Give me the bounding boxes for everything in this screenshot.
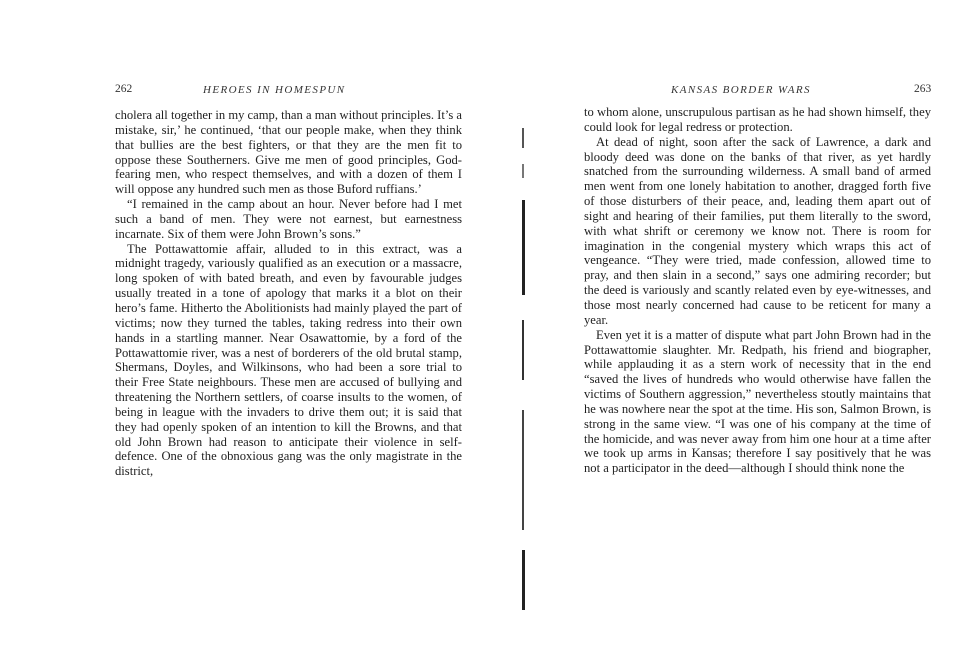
right-paragraph-2: At dead of night, soon after the sack of Lawrence, a dark and bloody deed was done on the banks of that river, as yet hardly snatched from the surrounding wilderness. A small band of armed men went from one lonely habitation to another, dragged forth five of those disturbers of their peace, and, leading them apart out of sight and hearing of their families, put them literally to the sword, with what shrift or ceremony we know not. There is room for imagination in the congenial mystery which wraps this act of vengeance. “They were tried, made confession, allowed time to pray, and then slain in a second,” says one admiring recorder; but the deed is variously and scantly related even by eye-witnesses, and those most nearly concerned had cause to be reticent for many a year. [584, 134, 931, 327]
right-paragraph-1: to whom alone, unscrupulous partisan as he had shown himself, they could look for legal redress or protection. [584, 105, 931, 134]
right-page-body [584, 105, 931, 476]
left-paragraph-2: “I remained in the camp about an hour. Never before had I met such a band of men. They were not earnest, but earnestness incarnate. Six of them were John Brown’s sons.” [115, 197, 462, 241]
left-running-head: HEROES IN HOMESPUN [203, 84, 346, 96]
right-running-head: KANSAS BORDER WARS [671, 84, 811, 96]
right-page [500, 0, 980, 650]
left-paragraph-3: The Pottawattomie affair, alluded to in this extract, was a midnight tragedy, variously qualified as an execution or a massacre, long spoken of with bated breath, and even by favourable judges usually treated in a tone of apology that marks it a blot on their hero’s fame. Hitherto the Abolitionists had mainly played the part of victims; now they turned the tables, taking redress into their own hands in a startling manner. Near Osawattomie, by a ford of the Pottawattomie river, was a nest of borderers of the old brutal stamp, Shermans, Doyles, and Wilkinsons, who had been a sore trial to their Free State neighbours. These men are accused of bullying and threatening the Northern settlers, of coarse insults to the women, of being in league with the invaders to drive them out; it is said that they had openly spoken of an intention to kill the Browns, and that old John Brown had reason to anticipate their violence in self-defence. One of the obnoxious gang was the only magistrate in the district, [115, 241, 462, 479]
right-paragraph-3: Even yet it is a matter of dispute what part John Brown had in the Pottawattomie slaughter. Mr. Redpath, his friend and biographer, while applauding it as a stern work of necessity that in the end “saved the lives of hundreds who would otherwise have fallen the victims of Southern aggression,” nevertheless stoutly maintains that he was nowhere near the spot at the time. His son, Salmon Brown, is strong in the same view. “I was one of his company at the time of the homicide, and was never away from him one hour at a time after we took up arms in Kansas; therefore I say positively that he was not a participator in the deed—although I should think none the [584, 327, 931, 476]
left-page-body [115, 108, 462, 479]
right-page-number: 263 [914, 83, 932, 95]
left-paragraph-1: cholera all together in my camp, than a man without principles. It’s a mistake, sir,’ he continued, ‘that our people make, when they think that bullies are the best fighters, or that they are the men fit to oppose these Southerners. Give me men of good principles, God-fearing men, who respect themselves, and with a dozen of them I will oppose any hundred such men as those Buford ruffians.’ [115, 108, 462, 197]
left-page-number: 262 [115, 83, 133, 95]
